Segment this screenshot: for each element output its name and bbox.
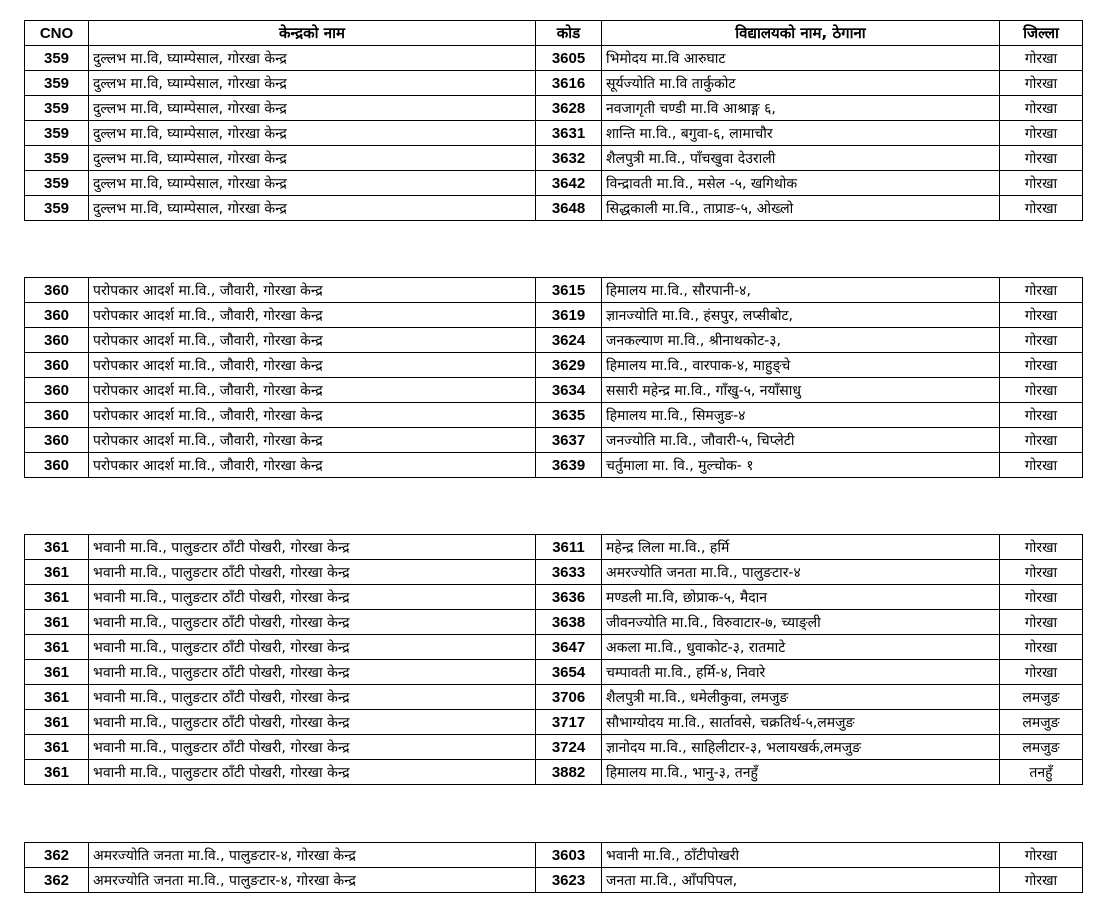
school-name-cell: विन्द्रावती मा.वि., मसेल -५, खगिथोक [602, 171, 1000, 196]
district-cell: लमजुङ [1000, 710, 1083, 735]
school-code-cell: 3603 [536, 843, 602, 868]
cno-cell: 360 [25, 353, 89, 378]
district-cell: गोरखा [1000, 146, 1083, 171]
table-row [25, 353, 1083, 378]
center-name-cell: भवानी मा.वि., पालुङटार ठाँटी पोखरी, गोरखा केन्द्र [89, 735, 536, 760]
district-cell: गोरखा [1000, 453, 1083, 478]
center-name-cell: भवानी मा.वि., पालुङटार ठाँटी पोखरी, गोरखा केन्द्र [89, 585, 536, 610]
district-cell: गोरखा [1000, 328, 1083, 353]
header-cno: CNO [25, 21, 89, 46]
school-name-cell: शैलपुत्री मा.वि., पाँचखुवा देउराली [602, 146, 1000, 171]
center-name-cell: दुल्लभ मा.वि, घ्याम्पेसाल, गोरखा केन्द्र [89, 71, 536, 96]
cno-cell: 360 [25, 278, 89, 303]
header-center-name: केन्द्रको नाम [89, 21, 536, 46]
center-name-cell: भवानी मा.वि., पालुङटार ठाँटी पोखरी, गोरखा केन्द्र [89, 535, 536, 560]
school-code-cell: 3635 [536, 403, 602, 428]
district-cell: गोरखा [1000, 868, 1083, 893]
cno-cell: 362 [25, 843, 89, 868]
table-row [25, 735, 1083, 760]
table-row [25, 610, 1083, 635]
table-row [25, 146, 1083, 171]
district-cell: गोरखा [1000, 96, 1083, 121]
school-name-cell: शान्ति मा.वि., बगुवा-६, लामाचौर [602, 121, 1000, 146]
school-name-cell: हिमालय मा.वि., सिमजुङ-४ [602, 403, 1000, 428]
school-code-cell: 3724 [536, 735, 602, 760]
cno-cell: 360 [25, 303, 89, 328]
district-cell: लमजुङ [1000, 685, 1083, 710]
center-name-cell: दुल्लभ मा.वि, घ्याम्पेसाल, गोरखा केन्द्र [89, 146, 536, 171]
school-name-cell: ससारी महेन्द्र मा.वि., गाँखु-५, नयाँसाधु [602, 378, 1000, 403]
school-name-cell: नवजागृती चण्डी मा.वि आश्राङ्ग ६, [602, 96, 1000, 121]
table-row [25, 685, 1083, 710]
school-table-group-4 [24, 842, 1083, 893]
district-cell: गोरखा [1000, 196, 1083, 221]
cno-cell: 359 [25, 96, 89, 121]
school-code-cell: 3654 [536, 660, 602, 685]
school-name-cell: ज्ञानोदय मा.वि., साहिलीटार-३, भलायखर्क,लमजुङ [602, 735, 1000, 760]
school-code-cell: 3619 [536, 303, 602, 328]
table-row [25, 96, 1083, 121]
school-name-cell: जनता मा.वि., आँपपिपल, [602, 868, 1000, 893]
center-name-cell: भवानी मा.वि., पालुङटार ठाँटी पोखरी, गोरखा केन्द्र [89, 560, 536, 585]
header-school-name-address: विद्यालयको नाम, ठेगाना [602, 21, 1000, 46]
table-row [25, 635, 1083, 660]
school-name-cell: भवानी मा.वि., ठाँटीपोखरी [602, 843, 1000, 868]
district-cell: गोरखा [1000, 560, 1083, 585]
school-code-cell: 3633 [536, 560, 602, 585]
district-cell: गोरखा [1000, 353, 1083, 378]
school-code-cell: 3611 [536, 535, 602, 560]
school-code-cell: 3636 [536, 585, 602, 610]
cno-cell: 361 [25, 660, 89, 685]
center-name-cell: परोपकार आदर्श मा.वि., जौवारी, गोरखा केन्द्र [89, 403, 536, 428]
district-cell: गोरखा [1000, 843, 1083, 868]
school-code-cell: 3623 [536, 868, 602, 893]
table-row [25, 278, 1083, 303]
center-name-cell: परोपकार आदर्श मा.वि., जौवारी, गोरखा केन्द्र [89, 428, 536, 453]
school-code-cell: 3615 [536, 278, 602, 303]
district-cell: गोरखा [1000, 46, 1083, 71]
table-row [25, 121, 1083, 146]
cno-cell: 361 [25, 560, 89, 585]
cno-cell: 361 [25, 685, 89, 710]
cno-cell: 360 [25, 328, 89, 353]
district-cell: तनहुँ [1000, 760, 1083, 785]
district-cell: गोरखा [1000, 660, 1083, 685]
center-name-cell: परोपकार आदर्श मा.वि., जौवारी, गोरखा केन्द्र [89, 278, 536, 303]
center-name-cell: परोपकार आदर्श मा.वि., जौवारी, गोरखा केन्द्र [89, 453, 536, 478]
center-name-cell: भवानी मा.वि., पालुङटार ठाँटी पोखरी, गोरखा केन्द्र [89, 635, 536, 660]
school-name-cell: चम्पावती मा.वि., हर्मि-४, निवारे [602, 660, 1000, 685]
school-name-cell: सूर्यज्योति मा.वि तार्कुकोट [602, 71, 1000, 96]
cno-cell: 361 [25, 635, 89, 660]
header-row [25, 21, 1083, 46]
cno-cell: 360 [25, 453, 89, 478]
school-name-cell: जीवनज्योति मा.वि., विरुवाटार-७, च्याङ्ली [602, 610, 1000, 635]
table-row [25, 453, 1083, 478]
center-name-cell: भवानी मा.वि., पालुङटार ठाँटी पोखरी, गोरखा केन्द्र [89, 610, 536, 635]
school-code-cell: 3605 [536, 46, 602, 71]
school-name-cell: हिमालय मा.वि., वारपाक-४, माहुङ्चे [602, 353, 1000, 378]
cno-cell: 361 [25, 710, 89, 735]
center-name-cell: भवानी मा.वि., पालुङटार ठाँटी पोखरी, गोरखा केन्द्र [89, 760, 536, 785]
district-cell: गोरखा [1000, 303, 1083, 328]
table-row [25, 428, 1083, 453]
center-name-cell: परोपकार आदर्श मा.वि., जौवारी, गोरखा केन्द्र [89, 378, 536, 403]
center-name-cell: अमरज्योति जनता मा.वि., पालुङटार-४, गोरखा केन्द्र [89, 868, 536, 893]
table-row [25, 560, 1083, 585]
center-name-cell: परोपकार आदर्श मा.वि., जौवारी, गोरखा केन्द्र [89, 328, 536, 353]
school-name-cell: जनज्योति मा.वि., जौवारी-५, चिप्लेटी [602, 428, 1000, 453]
header-district: जिल्ला [1000, 21, 1083, 46]
center-name-cell: भवानी मा.वि., पालुङटार ठाँटी पोखरी, गोरखा केन्द्र [89, 660, 536, 685]
school-name-cell: अकला मा.वि., धुवाकोट-३, रातमाटे [602, 635, 1000, 660]
district-cell: गोरखा [1000, 610, 1083, 635]
cno-cell: 359 [25, 71, 89, 96]
table-row [25, 403, 1083, 428]
school-code-cell: 3706 [536, 685, 602, 710]
table-row [25, 843, 1083, 868]
district-cell: लमजुङ [1000, 735, 1083, 760]
school-table-group-3 [24, 534, 1083, 785]
table-row [25, 760, 1083, 785]
center-name-cell: दुल्लभ मा.वि, घ्याम्पेसाल, गोरखा केन्द्र [89, 96, 536, 121]
school-code-cell: 3637 [536, 428, 602, 453]
school-code-cell: 3632 [536, 146, 602, 171]
school-table-group-1 [24, 20, 1083, 221]
district-cell: गोरखा [1000, 428, 1083, 453]
school-name-cell: ज्ञानज्योति मा.वि., हंसपुर, लप्सीबोट, [602, 303, 1000, 328]
district-cell: गोरखा [1000, 378, 1083, 403]
cno-cell: 361 [25, 760, 89, 785]
school-code-cell: 3629 [536, 353, 602, 378]
district-cell: गोरखा [1000, 171, 1083, 196]
cno-cell: 359 [25, 171, 89, 196]
table-row [25, 660, 1083, 685]
cno-cell: 361 [25, 535, 89, 560]
cno-cell: 359 [25, 146, 89, 171]
school-code-cell: 3638 [536, 610, 602, 635]
center-name-cell: अमरज्योति जनता मा.वि., पालुङटार-४, गोरखा केन्द्र [89, 843, 536, 868]
school-name-cell: भिमोदय मा.वि आरुघाट [602, 46, 1000, 71]
cno-cell: 359 [25, 196, 89, 221]
school-name-cell: जनकल्याण मा.वि., श्रीनाथकोट-३, [602, 328, 1000, 353]
cno-cell: 361 [25, 735, 89, 760]
school-name-cell: सिद्धकाली मा.वि., ताप्राङ-५, ओख्लो [602, 196, 1000, 221]
center-name-cell: परोपकार आदर्श मा.वि., जौवारी, गोरखा केन्द्र [89, 303, 536, 328]
school-name-cell: मण्डली मा.वि, छोप्राक-५, मैदान [602, 585, 1000, 610]
school-name-cell: हिमालय मा.वि., सौरपानी-४, [602, 278, 1000, 303]
school-name-cell: चर्तुमाला मा. वि., मुल्चोक- १ [602, 453, 1000, 478]
school-code-cell: 3616 [536, 71, 602, 96]
school-name-cell: शैलपुत्री मा.वि., धमेलीकुवा, लमजुङ [602, 685, 1000, 710]
cno-cell: 360 [25, 403, 89, 428]
table-row [25, 71, 1083, 96]
school-name-cell: सौभाग्योदय मा.वि., सार्तावसे, चक्रतिर्थ-५,लमजुङ [602, 710, 1000, 735]
school-code-cell: 3634 [536, 378, 602, 403]
center-name-cell: दुल्लभ मा.वि, घ्याम्पेसाल, गोरखा केन्द्र [89, 46, 536, 71]
district-cell: गोरखा [1000, 121, 1083, 146]
district-cell: गोरखा [1000, 635, 1083, 660]
school-code-cell: 3642 [536, 171, 602, 196]
cno-cell: 359 [25, 121, 89, 146]
cno-cell: 360 [25, 428, 89, 453]
table-row [25, 196, 1083, 221]
district-cell: गोरखा [1000, 71, 1083, 96]
school-code-cell: 3624 [536, 328, 602, 353]
table-row [25, 535, 1083, 560]
school-code-cell: 3647 [536, 635, 602, 660]
cno-cell: 361 [25, 585, 89, 610]
school-name-cell: अमरज्योति जनता मा.वि., पालुङटार-४ [602, 560, 1000, 585]
district-cell: गोरखा [1000, 278, 1083, 303]
table-row [25, 171, 1083, 196]
center-name-cell: भवानी मा.वि., पालुङटार ठाँटी पोखरी, गोरखा केन्द्र [89, 685, 536, 710]
school-code-cell: 3717 [536, 710, 602, 735]
district-cell: गोरखा [1000, 403, 1083, 428]
district-cell: गोरखा [1000, 535, 1083, 560]
school-name-cell: हिमालय मा.वि., भानु-३, तनहुँ [602, 760, 1000, 785]
cno-cell: 360 [25, 378, 89, 403]
school-code-cell: 3639 [536, 453, 602, 478]
district-cell: गोरखा [1000, 585, 1083, 610]
center-name-cell: परोपकार आदर्श मा.वि., जौवारी, गोरखा केन्द्र [89, 353, 536, 378]
school-table-group-2 [24, 277, 1083, 478]
center-name-cell: दुल्लभ मा.वि, घ्याम्पेसाल, गोरखा केन्द्र [89, 121, 536, 146]
cno-cell: 361 [25, 610, 89, 635]
table-row [25, 46, 1083, 71]
school-name-cell: महेन्द्र लिला मा.वि., हर्मि [602, 535, 1000, 560]
school-code-cell: 3628 [536, 96, 602, 121]
header-code: कोड [536, 21, 602, 46]
cno-cell: 359 [25, 46, 89, 71]
table-row [25, 868, 1083, 893]
table-row [25, 328, 1083, 353]
table-row [25, 710, 1083, 735]
table-row [25, 303, 1083, 328]
table-row [25, 585, 1083, 610]
table-row [25, 378, 1083, 403]
school-code-cell: 3648 [536, 196, 602, 221]
cno-cell: 362 [25, 868, 89, 893]
center-name-cell: भवानी मा.वि., पालुङटार ठाँटी पोखरी, गोरखा केन्द्र [89, 710, 536, 735]
school-code-cell: 3882 [536, 760, 602, 785]
center-name-cell: दुल्लभ मा.वि, घ्याम्पेसाल, गोरखा केन्द्र [89, 171, 536, 196]
center-name-cell: दुल्लभ मा.वि, घ्याम्पेसाल, गोरखा केन्द्र [89, 196, 536, 221]
school-code-cell: 3631 [536, 121, 602, 146]
